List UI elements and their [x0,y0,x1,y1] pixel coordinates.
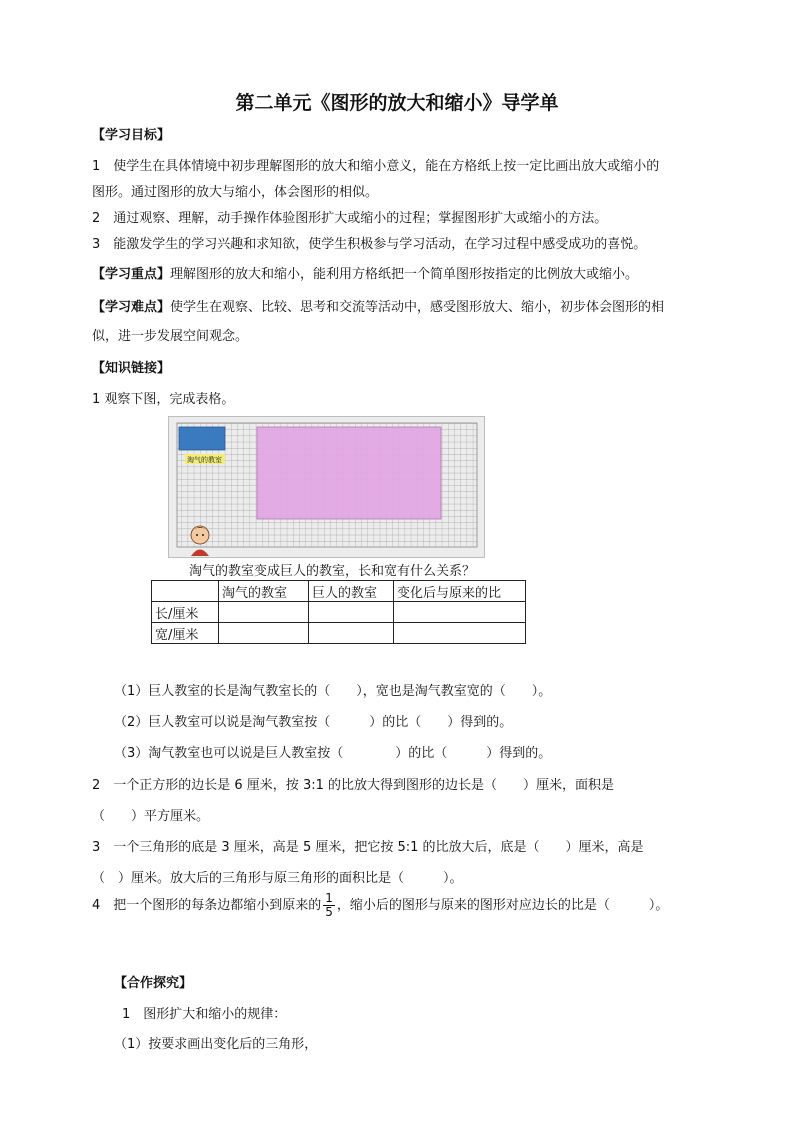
big-classroom-rect [257,427,441,519]
page-title: 第二单元《图形的放大和缩小》导学单 [235,92,559,114]
table-cell[interactable] [394,602,526,623]
boy-cartoon [191,526,209,556]
small-classroom-rect [179,427,225,450]
figure-caption: 淘气的教室变成巨人的教室，长和宽有什么关系？ [189,564,476,579]
difficulty-line-1: 使学生在观察、比较、思考和交流等活动中，感受图形放大、缩小，初步体会图形的相 [170,300,665,315]
table-row-label: 宽/厘米 [152,623,219,644]
focus-heading: 【学习重点】 [92,267,171,282]
focus-text: 理解图形的放大和缩小，能利用方格纸把一个简单图形按指定的比例放大或缩小。 [170,267,639,282]
goal-item-1-line-1: 1 使学生在具体情境中初步理解图形的放大和缩小意义，能在方格纸上按一定比画出放大或缩小的 [92,159,660,174]
table-header-cell: 变化后与原来的比 [394,581,526,602]
question-4-before: 4 把一个图形的每条边都缩小到原来的 [92,898,322,913]
classroom-grid-svg [169,417,484,557]
small-classroom-label: 淘气的教室 [187,456,222,464]
table-cell[interactable] [309,602,394,623]
difficulty-section [92,296,664,315]
table-header-cell [152,581,219,602]
table-header-cell: 巨人的教室 [309,581,394,602]
goal-item-2: 2 通过观察、理解，动手操作体验图形扩大或缩小的过程；掌握图形扩大或缩小的方法。 [92,211,608,226]
difficulty-heading: 【学习难点】 [92,300,171,315]
question-3-line-1: 3 一个三角形的底是 3 厘米，高是 5 厘米，把它按 5:1 的比放大后，底是（ ）厘米，高是 [92,840,644,855]
question-1-sub-3: （3）淘气教室也可以说是巨人教室按（ ）的比（ ）得到的。 [114,746,552,761]
table-row [152,623,526,644]
table-row [152,602,526,623]
table-cell[interactable] [219,623,309,644]
cooperate-item-1: 1 图形扩大和缩小的规律： [122,1007,287,1022]
fraction [323,892,335,919]
question-3-line-2: （ ）厘米。放大后的三角形与原三角形的面积比是（ ）。 [92,871,463,886]
goal-item-1-line-2: 图形。通过图形的放大与缩小，体会图形的相似。 [92,185,379,200]
table-cell[interactable] [394,623,526,644]
table-cell[interactable] [219,602,309,623]
question-2-line-1: 2 一个正方形的边长是 6 厘米，按 3:1 的比放大得到图形的边长是（ ）厘米，面积是 [92,778,614,793]
question-4-after: ，缩小后的图形与原来的图形对应边长的比是（ ）。 [336,898,669,913]
table-cell[interactable] [309,623,394,644]
goal-item-3: 3 能激发学生的学习兴趣和求知欲，使学生积极参与学习活动，在学习过程中感受成功的喜悦。 [92,237,647,252]
table-header-cell: 淘气的教室 [219,581,309,602]
classroom-figure [168,416,485,558]
cooperate-heading: 【合作探究】 [114,976,193,991]
question-1-intro: 1 观察下图，完成表格。 [92,392,235,407]
goals-heading: 【学习目标】 [92,128,171,143]
difficulty-line-2: 似，进一步发展空间观念。 [92,329,249,344]
table-row-label: 长/厘米 [152,602,219,623]
question-2-line-2: （ ）平方厘米。 [92,809,210,824]
fraction-numerator: 1 [325,891,333,905]
question-1-sub-2: （2）巨人教室可以说是淘气教室按（ ）的比（ ）得到的。 [114,715,513,730]
knowledge-heading: 【知识链接】 [92,361,171,376]
fraction-denominator: 5 [325,905,333,919]
question-4 [92,892,668,919]
classroom-table [151,580,526,644]
table-header-row [152,581,526,602]
focus-section [92,263,638,282]
cooperate-sub-1: （1）按要求画出变化后的三角形， [114,1037,318,1052]
question-1-sub-1: （1）巨人教室的长是淘气教室长的（ ），宽也是淘气教室宽的（ ）。 [114,684,552,699]
